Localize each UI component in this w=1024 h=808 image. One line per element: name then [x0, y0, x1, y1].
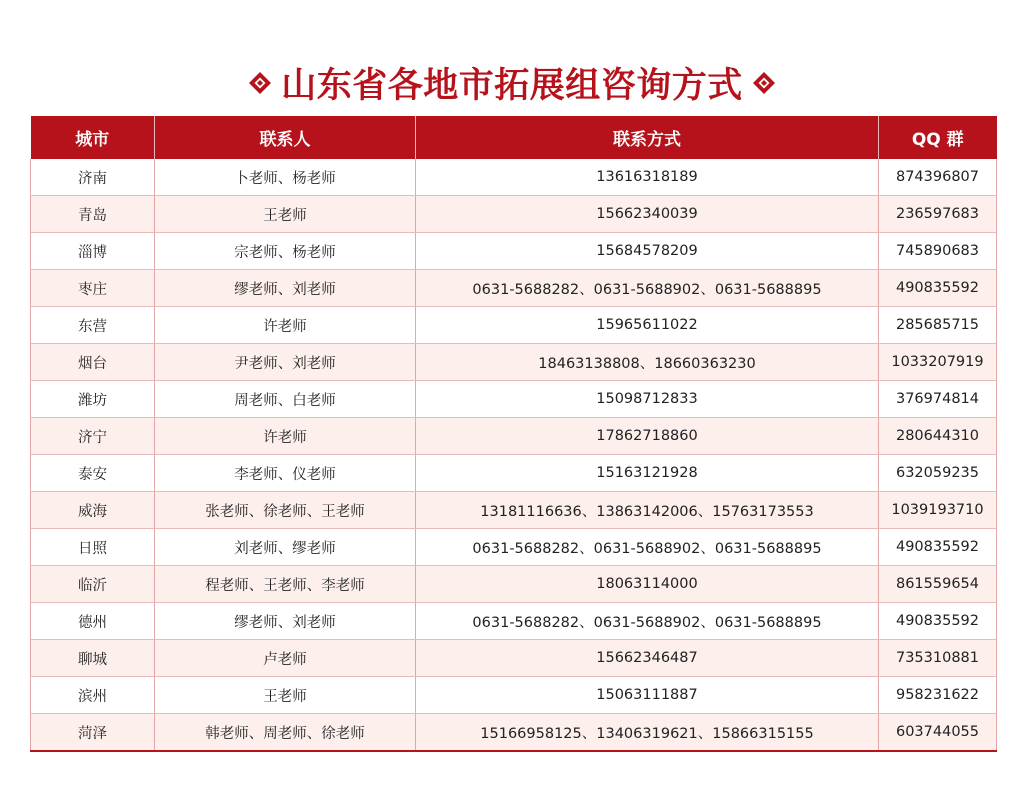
phone-cell: 13616318189	[416, 159, 879, 196]
contact-cell: 刘老师、缪老师	[155, 529, 416, 566]
table-row	[31, 307, 997, 344]
column-header-contact: 联系人	[155, 116, 416, 159]
contact-cell: 韩老师、周老师、徐老师	[155, 714, 416, 752]
qq-cell: 632059235	[879, 455, 997, 492]
table-row	[31, 529, 997, 566]
phone-cell: 15684578209	[416, 233, 879, 270]
qq-cell: 236597683	[879, 196, 997, 233]
qq-cell: 1033207919	[879, 344, 997, 381]
table-row	[31, 233, 997, 270]
city-cell: 日照	[31, 529, 155, 566]
header-row	[31, 116, 997, 159]
phone-cell: 15163121928	[416, 455, 879, 492]
table-row	[31, 455, 997, 492]
table-row	[31, 159, 997, 196]
qq-cell: 490835592	[879, 270, 997, 307]
phone-cell: 15063111887	[416, 677, 879, 714]
page-title: 山东省各地市拓展组咨询方式	[281, 66, 743, 106]
qq-cell: 490835592	[879, 529, 997, 566]
contact-cell: 尹老师、刘老师	[155, 344, 416, 381]
phone-cell: 18063114000	[416, 566, 879, 603]
table-row	[31, 492, 997, 529]
table-row	[31, 381, 997, 418]
qq-cell: 376974814	[879, 381, 997, 418]
table-row	[31, 196, 997, 233]
contact-cell: 程老师、王老师、李老师	[155, 566, 416, 603]
phone-cell: 17862718860	[416, 418, 879, 455]
table-body	[31, 159, 997, 751]
contact-cell: 卜老师、杨老师	[155, 159, 416, 196]
qq-cell: 490835592	[879, 603, 997, 640]
table-row	[31, 677, 997, 714]
table-row	[31, 640, 997, 677]
qq-cell: 745890683	[879, 233, 997, 270]
phone-cell: 15098712833	[416, 381, 879, 418]
column-header-qq: QQ 群	[879, 116, 997, 159]
qq-cell: 958231622	[879, 677, 997, 714]
city-cell: 青岛	[31, 196, 155, 233]
city-cell: 东营	[31, 307, 155, 344]
table-header	[31, 116, 997, 159]
city-cell: 泰安	[31, 455, 155, 492]
contact-cell: 许老师	[155, 418, 416, 455]
phone-cell: 0631-5688282、0631-5688902、0631-5688895	[416, 529, 879, 566]
phone-cell: 0631-5688282、0631-5688902、0631-5688895	[416, 270, 879, 307]
phone-cell: 18463138808、18660363230	[416, 344, 879, 381]
contact-cell: 宗老师、杨老师	[155, 233, 416, 270]
qq-cell: 285685715	[879, 307, 997, 344]
table-row	[31, 270, 997, 307]
city-cell: 枣庄	[31, 270, 155, 307]
phone-cell: 0631-5688282、0631-5688902、0631-5688895	[416, 603, 879, 640]
phone-cell: 15662340039	[416, 196, 879, 233]
contact-cell: 王老师	[155, 677, 416, 714]
table-row	[31, 714, 997, 752]
phone-cell: 15965611022	[416, 307, 879, 344]
contact-table-container	[30, 116, 996, 752]
contact-table	[30, 116, 997, 752]
phone-cell: 15166958125、13406319621、15866315155	[416, 714, 879, 752]
contact-cell: 李老师、仪老师	[155, 455, 416, 492]
qq-cell: 735310881	[879, 640, 997, 677]
qq-cell: 280644310	[879, 418, 997, 455]
diamond-icon	[751, 70, 777, 96]
page-title-row	[0, 56, 1024, 110]
table-row	[31, 603, 997, 640]
qq-cell: 1039193710	[879, 492, 997, 529]
city-cell: 菏泽	[31, 714, 155, 752]
column-header-phone: 联系方式	[416, 116, 879, 159]
qq-cell: 874396807	[879, 159, 997, 196]
table-row	[31, 418, 997, 455]
contact-cell: 卢老师	[155, 640, 416, 677]
city-cell: 淄博	[31, 233, 155, 270]
city-cell: 临沂	[31, 566, 155, 603]
city-cell: 德州	[31, 603, 155, 640]
qq-cell: 603744055	[879, 714, 997, 752]
city-cell: 威海	[31, 492, 155, 529]
city-cell: 济南	[31, 159, 155, 196]
city-cell: 潍坊	[31, 381, 155, 418]
qq-cell: 861559654	[879, 566, 997, 603]
diamond-icon	[247, 70, 273, 96]
city-cell: 聊城	[31, 640, 155, 677]
phone-cell: 13181116636、13863142006、15763173553	[416, 492, 879, 529]
contact-cell: 缪老师、刘老师	[155, 270, 416, 307]
city-cell: 济宁	[31, 418, 155, 455]
contact-cell: 许老师	[155, 307, 416, 344]
contact-cell: 张老师、徐老师、王老师	[155, 492, 416, 529]
column-header-city: 城市	[31, 116, 155, 159]
phone-cell: 15662346487	[416, 640, 879, 677]
contact-cell: 周老师、白老师	[155, 381, 416, 418]
table-row	[31, 344, 997, 381]
table-row	[31, 566, 997, 603]
city-cell: 滨州	[31, 677, 155, 714]
contact-cell: 王老师	[155, 196, 416, 233]
contact-cell: 缪老师、刘老师	[155, 603, 416, 640]
city-cell: 烟台	[31, 344, 155, 381]
